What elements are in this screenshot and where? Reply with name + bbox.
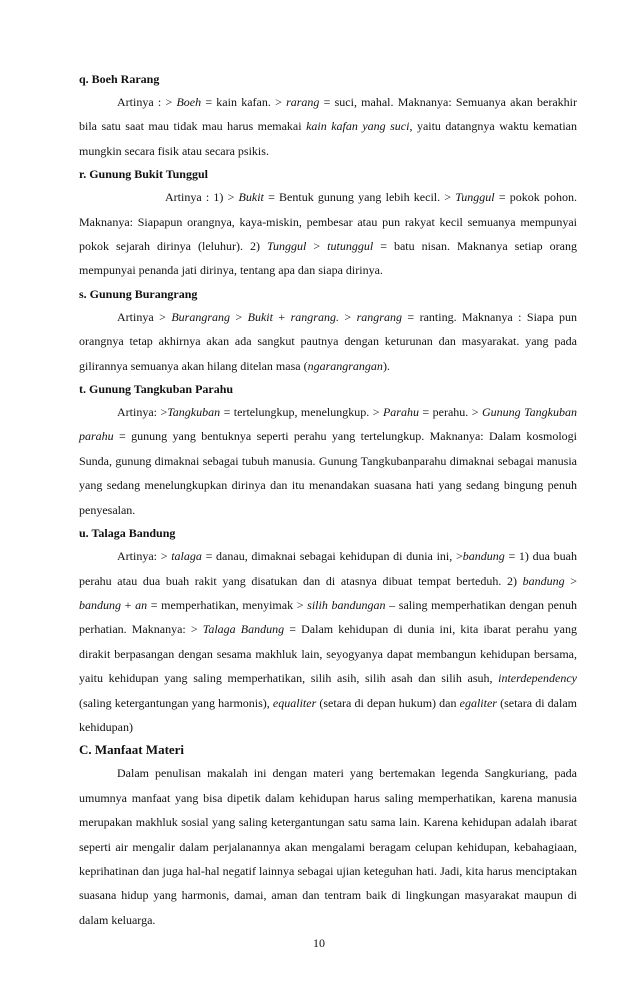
heading-boeh-rarang: q. Boeh Rarang bbox=[79, 72, 160, 86]
paragraph-gunung-tangkuban-parahu: Artinya: >Tangkuban = tertelungkup, menelungkup. > Parahu = perahu. > Gunung Tangkuban parahu = gunung yang bentuknya seperti perahu yang tertelungkup. Maknanya: Dalam kosmologi Sunda, gunung dimaknai sebagai tubuh manusia. Gunung Tangkubanparahu dimaknai sebagai manusia yang sedang menelungkupkan dirinya dan itu menandakan suasana hati yang sedang bingung penuh penyesalan. bbox=[79, 405, 577, 517]
paragraph-talaga-bandung: Artinya: > talaga = danau, dimaknai sebagai kehidupan di dunia ini, >bandung = 1) dua buah perahu atau dua buah rakit yang disatukan dan di atasnya dibuat tempat berteduh. 2) bandung > bandung + an = memperhatikan, menyimak > silih bandungan – saling memperhatikan dengan penuh perhatian. Maknanya: > Talaga Bandung = Dalam kehidupan di dunia ini, kita ibarat perahu yang dirakit berpasangan dengan sesama makhluk lain, seyogyanya dapat membangun kehidupan bersama, yaitu kehidupan yang saling memperhatikan, silih asih, silih asah dan silih asuh, interdependency (saling ketergantungan yang harmonis), equaliter (setara di depan hukum) dan egaliter (setara di dalam kehidupan) bbox=[79, 549, 578, 734]
paragraph-gunung-bukit-tunggul: Artinya : 1) > Bukit = Bentuk gunung yang lebih kecil. > Tunggul = pokok pohon. Maknanya: Siapapun orangnya, kaya-miskin, pembesar atau pun rakyat kecil semuanya mempunyai pokok sejarah dirinya (leluhur). 2) Tunggul > tutunggul = batu nisan. Maknanya setiap orang mempunyai penanda jati dirinya, tentang apa dan siapa dirinya. bbox=[79, 190, 577, 278]
heading-gunung-bukit-tunggul: r. Gunung Bukit Tunggul bbox=[79, 167, 208, 182]
paragraph-gunung-burangrang: Artinya > Burangrang > Bukit + rangrang. > rangrang = ranting. Maknanya : Siapa pun orangnya tetap akhirnya akan ada sangkut pautnya dengan keturunan dan masyarakat. yang pada gilirannya semuanya akan hilang ditelan masa (ngarangrangan). bbox=[79, 309, 577, 373]
paragraph-manfaat-materi: Dalam penulisan makalah ini dengan materi yang bertemakan legenda Sangkuriang, pada umumnya manfaat yang bisa dipetik dalam kehidupan harus saling memperhatikan, karena manusia merupakan makhluk sosial yang saling ketergantungan satu sama lain. Karena kehidupan adalah ibarat seperti air mengalir dalam perjalanannya akan mengalami beragam celupan kehidupan, kebahagiaan, keprihatinan dan juga hal-hal negatif lainnya sebagai ujian keteguhan hati. Jadi, kita harus menciptakan suasana hidup yang harmonis, damai, aman dan tentram baik di lingkungan masyarakat maupun di dalam keluarga. bbox=[79, 766, 577, 927]
heading-manfaat-materi: C. Manfaat Materi bbox=[79, 742, 185, 758]
heading-gunung-burangrang: s. Gunung Burangrang bbox=[79, 286, 198, 301]
heading-gunung-tangkuban-parahu: t. Gunung Tangkuban Parahu bbox=[79, 382, 234, 397]
paragraph-boeh-rarang: Artinya : > Boeh = kain kafan. > rarang = suci, mahal. Maknanya: Semuanya akan berakhir bila satu saat mau tidak mau harus memakai kain kafan yang suci, yaitu datangnya waktu kematian mungkin secara fisik atau secara psikis. bbox=[79, 95, 577, 158]
heading-talaga-bandung: u. Talaga Bandung bbox=[79, 526, 176, 541]
page-number: 10 bbox=[313, 936, 325, 950]
